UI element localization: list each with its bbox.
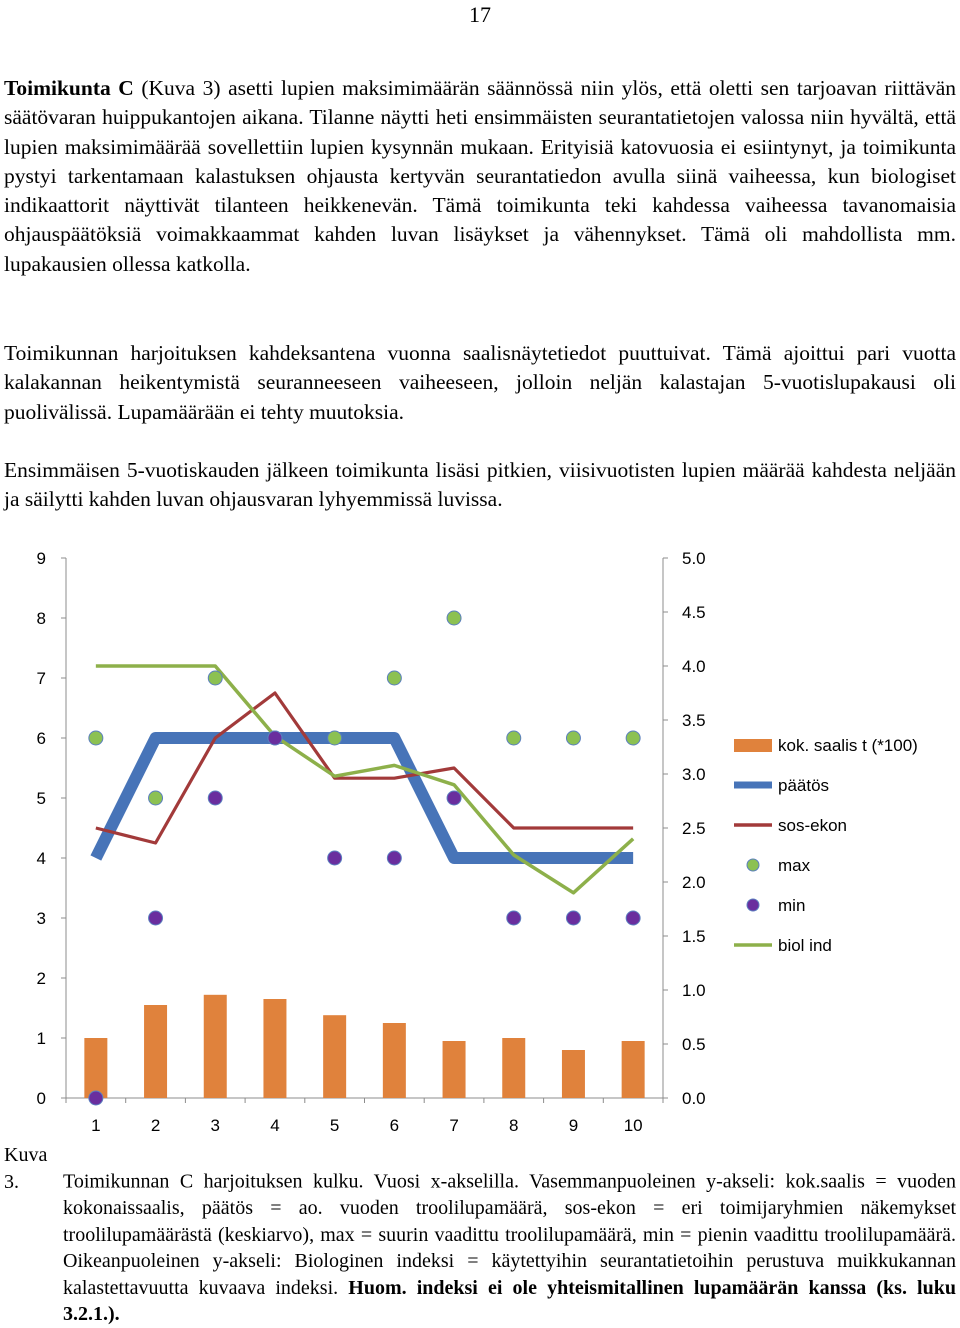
legend-swatch-marker (747, 859, 759, 871)
page-number: 17 (469, 2, 491, 27)
bar (622, 1041, 645, 1098)
y-right-tick-label: 2.5 (682, 819, 706, 838)
legend-label: biol ind (778, 936, 832, 955)
caption-text: Toimikunnan C harjoituksen kulku. Vuosi x-akselilla. Vasemmanpuoleinen y-akseli: kok.saalis = vuoden kokonaissaalis, päätös = ao. vuoden troolilupamäärä, sos-ekon = eri toimijaryhmien näkemykset troolilupamäärästä (keskiarvo), max = suurin vaadittu troolilupamäärä, min = pienin vaadittu troolilupamäärä. Oikeanpuoleinen y-akseli: Biologinen indeksi = käytettyihin seurantatietoihin perustuva muikkukannan kalastettavuutta kuvaava indeksi. (63, 1170, 956, 1299)
point-max (447, 611, 461, 625)
point-max (328, 731, 342, 745)
x-tick-label: 8 (509, 1116, 519, 1135)
y-left-tick-label: 7 (36, 669, 46, 688)
point-max (149, 791, 163, 805)
legend-label: kok. saalis t (*100) (778, 736, 918, 755)
legend-label: min (778, 896, 806, 915)
y-left-tick-label: 0 (36, 1089, 46, 1108)
y-right-tick-label: 3.0 (682, 765, 706, 784)
y-right-tick-label: 1.0 (682, 981, 706, 1000)
y-left-tick-label: 6 (36, 729, 46, 748)
point-min (447, 791, 461, 805)
paragraph-text: (Kuva 3) asetti lupien maksimimäärän säännössä niin ylös, että oletti sen tarjoavan riittävän säätövaran huippukantojen aikana. Tilanne näytti heti ensimmäisten seurantatietojen valossa niin hyvältä, että lupien maksimimäärää sovellettiin lupien kysynnän mukaan. Erityisiä katovuosia ei esiintynyt, ja toimikunta pystyi tarkentamaan kalastuksen ohjausta kertyvän seurantatiedon avulla siinä vaiheessa, kun biologiset indikaattorit näyttivät tilanteen heikkenevän. Tämä toimikunta teki kahdessa vaiheessa tavanomaisia ohjauspäätöksiä voimakkaammat kahden luvan lisäykset ja vähennykset. Tämä oli mahdollista mm. lupakausien ollessa katkolla. (4, 76, 957, 276)
paragraph-1 (4, 74, 956, 279)
chart (0, 540, 960, 1140)
y-left-tick-label: 5 (36, 789, 46, 808)
bar (144, 1005, 167, 1098)
y-left-tick-label: 3 (36, 909, 46, 928)
point-max (208, 671, 222, 685)
point-min (208, 791, 222, 805)
paragraph-2 (4, 339, 956, 427)
y-right-tick-label: 0.0 (682, 1089, 706, 1108)
point-min (89, 1091, 103, 1105)
y-right-tick-label: 4.5 (682, 603, 706, 622)
x-tick-label: 2 (150, 1116, 161, 1135)
bar (383, 1023, 406, 1098)
legend-label: max (778, 856, 811, 875)
x-tick-label: 9 (568, 1116, 579, 1135)
y-right-tick-label: 2.0 (682, 873, 706, 892)
legend-label: päätös (778, 776, 830, 795)
y-left-tick-label: 9 (36, 549, 46, 568)
series-line-p--t-s (96, 738, 633, 858)
x-tick-label: 7 (449, 1116, 459, 1135)
point-max (566, 731, 580, 745)
point-max (89, 731, 103, 745)
y-left-tick-label: 8 (36, 609, 46, 628)
paragraph-text: Ensimmäisen 5-vuotiskauden jälkeen toimikunta lisäsi pitkien, viisivuotisten lupien määrää kahdesta neljään ja säilytti kahden luvan ohjausvaran lyhyemmissä luvissa. (4, 458, 956, 512)
x-tick-label: 4 (270, 1116, 280, 1135)
point-max (507, 731, 521, 745)
legend-label: sos-ekon (778, 816, 847, 835)
point-max (626, 731, 640, 745)
x-tick-label: 10 (623, 1116, 643, 1135)
bar (443, 1041, 466, 1098)
caption-label: Kuva 3. (4, 1144, 48, 1193)
paragraph-text: Toimikunnan harjoituksen kahdeksantena vuonna saalisnäytetiedot puuttuivat. Tämä ajoittui pari vuotta kalakannan heikentymistä seuranneeseen vaiheeseen, jolloin neljän kalastajan 5-vuotislupakausi oli puolivälissä. Lupamäärään ei tehty muutoksia. (4, 341, 956, 424)
caption-note: Huom. indeksi ei ole yhteismitallinen lupamäärän kanssa (ks. luku 3.2.1.). (63, 1276, 956, 1325)
y-right-tick-label: 3.5 (682, 711, 706, 730)
legend-swatch-bar (734, 739, 772, 752)
x-tick-label: 6 (389, 1116, 400, 1135)
point-min (387, 851, 401, 865)
y-left-tick-label: 1 (36, 1029, 46, 1048)
point-max (387, 671, 401, 685)
y-right-tick-label: 0.5 (682, 1035, 706, 1054)
x-tick-label: 5 (329, 1116, 340, 1135)
y-right-tick-label: 5.0 (682, 549, 706, 568)
bar (502, 1038, 525, 1098)
point-min (566, 911, 580, 925)
figure-caption (4, 1142, 956, 1328)
point-min (149, 911, 163, 925)
bar (263, 999, 286, 1098)
x-tick-label: 1 (91, 1116, 101, 1135)
bar (204, 995, 227, 1098)
y-left-tick-label: 2 (36, 969, 46, 988)
legend-swatch-marker (747, 899, 759, 911)
bar (84, 1038, 107, 1098)
y-left-tick-label: 4 (36, 849, 46, 868)
y-right-tick-label: 4.0 (682, 657, 706, 676)
paragraph-3 (4, 456, 956, 515)
paragraph-lead: Toimikunta C (4, 76, 134, 100)
y-right-tick-label: 1.5 (682, 927, 706, 946)
point-min (507, 911, 521, 925)
series-line-sos-ekon (96, 693, 633, 843)
point-min (626, 911, 640, 925)
point-min (268, 731, 282, 745)
point-min (328, 851, 342, 865)
x-tick-label: 3 (210, 1116, 220, 1135)
bar (562, 1050, 585, 1098)
bar (323, 1015, 346, 1098)
